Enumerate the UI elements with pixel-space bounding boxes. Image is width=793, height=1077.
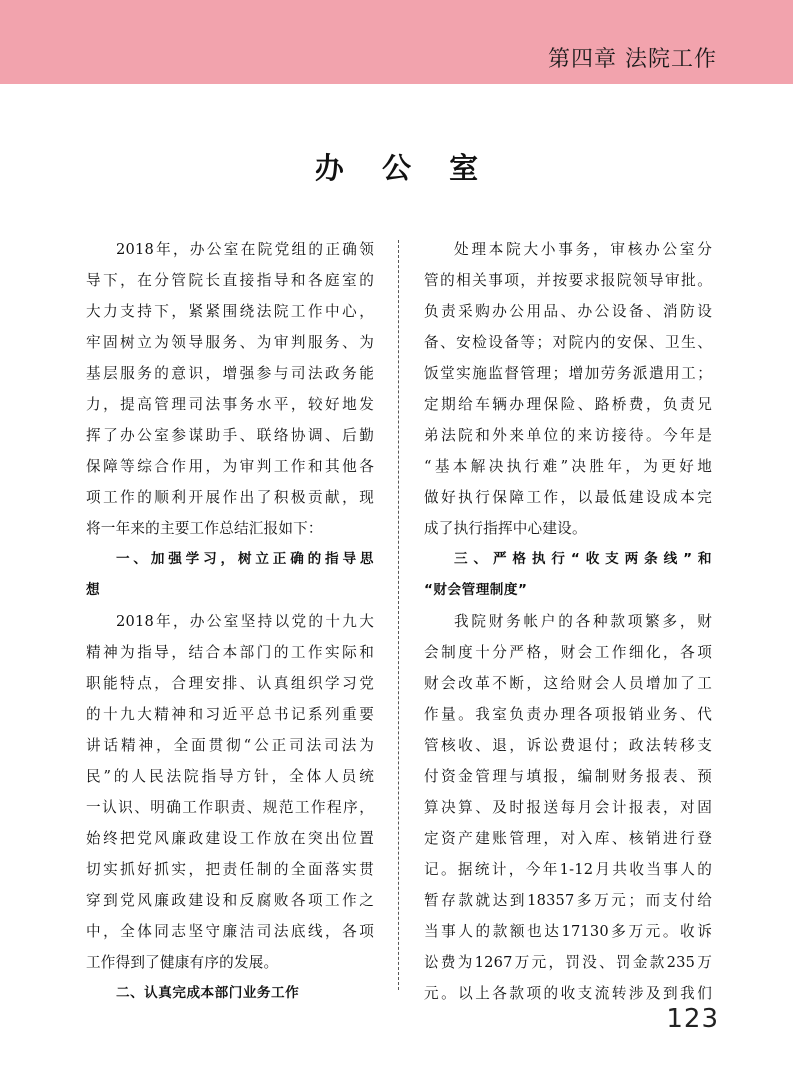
text-line: 力，提高管理司法事务水平，较好地发 xyxy=(86,396,374,413)
section-heading: 二、认真完成本部门业务工作 xyxy=(116,985,300,1001)
paragraph-last-line: 工作得到了健康有序的发展。 xyxy=(86,954,279,971)
text-line: 精神为指导，结合本部门的工作实际和 xyxy=(86,644,374,661)
text-line: 基层服务的意识，增强参与司法政务能 xyxy=(86,365,374,382)
text-line: 定资产建账管理，对入库、核销进行登 xyxy=(424,830,712,847)
text-line: 管核收、退，诉讼费退付；政法转移支 xyxy=(424,737,712,754)
text-line: 保障等综合作用，为审判工作和其他各 xyxy=(86,458,374,475)
text-line: 定期给车辆办理保险、路桥费，负责兄 xyxy=(424,396,712,413)
paragraph-first-line: 2018年，办公室在院党组的正确领 xyxy=(116,241,374,258)
text-line: 挥了办公室参谋助手、联络协调、后勤 xyxy=(86,427,374,444)
text-line: 暂存款就达到18357多万元；而支付给 xyxy=(424,892,712,909)
text-line: 的十九大精神和习近平总书记系列重要 xyxy=(86,706,374,723)
text-line: 付资金管理与填报，编制财务报表、预 xyxy=(424,768,712,785)
chapter-title: 第四章 法院工作 xyxy=(548,47,717,72)
right-text-column xyxy=(424,234,712,1009)
section-heading: 三、严格执行“收支两条线”和 xyxy=(454,551,712,567)
text-line: “基本解决执行难”决胜年，为更好地 xyxy=(424,458,712,475)
text-line: 一认识、明确工作职责、规范工作程序， xyxy=(86,799,374,816)
text-line: 切实抓好抓实，把责任制的全面落实贯 xyxy=(86,861,374,878)
text-line: 当事人的款额也达17130多万元。收诉 xyxy=(424,923,712,940)
text-line: 作量。我室负责办理各项报销业务、代 xyxy=(424,706,712,723)
text-line: 讼费为1267万元，罚没、罚金款235万 xyxy=(424,954,712,971)
section-heading: “财会管理制度” xyxy=(424,582,528,598)
text-line: 元。以上各款项的收支流转涉及到我们 xyxy=(424,985,712,1002)
paragraph-last-line: 成了执行指挥中心建设。 xyxy=(424,520,587,537)
text-line: 饭堂实施监督管理；增加劳务派遣用工； xyxy=(424,365,712,382)
column-divider xyxy=(398,240,399,990)
text-line: 做好执行保障工作，以最低建设成本完 xyxy=(424,489,712,506)
section-heading: 想 xyxy=(86,582,101,598)
text-line: 负责采购办公用品、办公设备、消防设 xyxy=(424,303,712,320)
paragraph-first-line: 我院财务帐户的各种款项繁多，财 xyxy=(454,613,712,630)
text-line: 大力支持下，紧紧围绕法院工作中心， xyxy=(86,303,374,320)
text-line: 始终把党风廉政建设工作放在突出位置 xyxy=(86,830,374,847)
text-line: 项工作的顺利开展作出了积极贡献，现 xyxy=(86,489,374,506)
text-line: 导下，在分管院长直接指导和各庭室的 xyxy=(86,272,374,289)
text-line: 备、安检设备等；对院内的安保、卫生、 xyxy=(424,334,712,351)
text-line: 会制度十分严格，财会工作细化，各项 xyxy=(424,644,712,661)
paragraph-first-line: 2018年，办公室坚持以党的十九大 xyxy=(116,613,374,630)
text-line: 管的相关事项，并按要求报院领导审批。 xyxy=(424,272,712,289)
text-line: 讲话精神，全面贯彻“公正司法司法为 xyxy=(86,737,374,754)
text-line: 民”的人民法院指导方针，全体人员统 xyxy=(86,768,374,785)
text-line: 弟法院和外来单位的来访接待。今年是 xyxy=(424,427,712,444)
text-line: 算决算、及时报送每月会计报表，对固 xyxy=(424,799,712,816)
chapter-header-band xyxy=(0,0,793,84)
text-line: 记。据统计，今年1-12月共收当事人的 xyxy=(424,861,712,878)
page-title: 办 公 室 xyxy=(314,151,493,185)
page-number: 123 xyxy=(666,1004,719,1034)
text-line: 穿到党风廉政建设和反腐败各项工作之 xyxy=(86,892,374,909)
section-heading: 一、加强学习，树立正确的指导思 xyxy=(116,551,374,567)
paragraph-last-line: 将一年来的主要工作总结汇报如下： xyxy=(86,520,323,537)
text-line: 职能特点，合理安排、认真组织学习党 xyxy=(86,675,374,692)
left-text-column xyxy=(86,234,374,1009)
text-line: 牢固树立为领导服务、为审判服务、为 xyxy=(86,334,374,351)
paragraph-first-line: 处理本院大小事务，审核办公室分 xyxy=(454,241,712,258)
text-line: 财会改革不断，这给财会人员增加了工 xyxy=(424,675,712,692)
text-line: 中，全体同志坚守廉洁司法底线，各项 xyxy=(86,923,374,940)
